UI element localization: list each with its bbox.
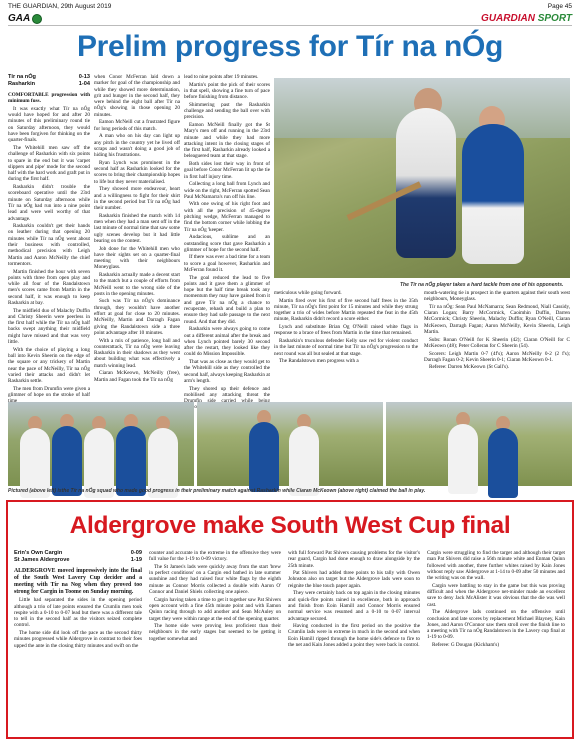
scorers-list: Scorers: Leigh Martin 0-7 (4f's); Aaron McNeilly 0-2 (2 f's); Darragh Fagan 0-2; Kevin Sheerin 0-1; Ciaran McKeown 0-1.: [424, 350, 570, 363]
score-row: [8, 81, 90, 88]
team-score: 0-09: [130, 550, 142, 556]
paragraph: Pat Shivers had added three points to his tally with Owen Johnston also on target but the Aldergrove lads were soon to reignite the blue touch paper again.: [288, 570, 420, 589]
story2-col1: [14, 550, 142, 730]
paragraph: Audacious, sublime and an outstanding score that gave Rasharkin a glimmer of hope for the second half.: [184, 234, 270, 253]
story1-headline: Prelim progress for Tír na nÓg: [76, 30, 504, 63]
story1-col3: [184, 74, 271, 411]
paragraph: Such was Tír na nÓg's dominance through, they wouldn't have another effort at goal for close to 20 minutes. McNeilly, Martin and Darragh Fagan giving the Randalstown side a three point advantage after 10 minutes.: [94, 298, 180, 336]
ball-icon: [32, 14, 42, 24]
story2-scoreline: [14, 550, 142, 564]
paragraph: Rasharkin were always going to come out a different animal after the break and when Lynch pointed barely 30 second after the restart, they looked like they could do Mission Impossible.: [184, 326, 270, 358]
paragraph: Eamon McNeill cut a frustrated figure for long periods of this match.: [94, 119, 180, 132]
paragraph: The men from Drumfin were given a glimmer of hope on the stroke of half: [8, 385, 90, 399]
paragraph: Collecting a long ball from Lynch and wide on the right, McFerran spotted Sean Paul McNamarra's run off his line.: [184, 181, 271, 200]
paragraph: With one swing of his right foot and with all the precision of 45-degree pitching wedge, McFerran managed to find the bottom corner while lobbing the Tír na nÓg 'keeper.: [184, 201, 270, 233]
story2-lead: ALDERGROVE moved impressively into the final of the South West Lavery Cup decider and a meeting with Tír na Nog when they proved too strong for Cargin in Toome on Sunday morning.: [14, 568, 142, 595]
paragraph: when Conor McFerran laid down a marker for goal of the championship and while they showed more determination, grit and hunger in the second half, they were behind the eight ball after Tír na nÓg's showing in those opening 20 minutes.: [94, 74, 180, 118]
team-name: Erin's Own Cargin: [14, 550, 63, 556]
paragraph: Rasharkin actually made a decent start to the match but a couple of efforts from McNeill went to the wrong side of the posts in the opening minutes.: [94, 271, 180, 297]
brand-guardian: GUARDIAN: [481, 13, 535, 24]
main-photo: [274, 78, 570, 278]
paragraph: It was exactly what Tír na nÓg would have hoped for and after 20 minutes of this preliminary round tie on Saturday afternoon, they would have been forgiven for thinking on the quarter-finals.: [8, 105, 90, 144]
paragraph: The Randalstown men progress with a: [279, 358, 359, 365]
gaa-logo: [8, 13, 42, 24]
player-figure: [249, 422, 279, 492]
paragraph: Cargin were struggling to find the target and although their target man Pat Shivers did raise a 56th minute white and Enman Quinn followed with another, three further whites raised by Kain Jones without reply saw Aldergrove at 1-14 to 0-09 after 50 minutes and the writing was on the wall.: [427, 550, 565, 582]
paragraph: They showed more endeavour, heart and a willingness to fight for their shirt in the second period but Tír na nÓg had their number.: [94, 186, 180, 212]
paragraph: The St James's lads were quickly away from the start 'brew in perfect conditions' on a Cargin end bathed in late summer sunshine and they had raised four white flags by the eighth minute as Connor Morris collected a double with Aaron O' Connor and Daniel Shiels collecting one apiece.: [149, 563, 281, 596]
story1-lead: COMFORTABLE progression with minimum fuss.: [8, 92, 90, 105]
paragraph: If there was ever a bad time for a team to score a goal however, Rasharkin and McFerran found it.: [184, 254, 270, 273]
story1-scoreline: [8, 74, 90, 88]
paragraph: Little had separated the sides in the opening period although a trio of late points ensured the Crumlin men took respite with a 0-10 to 0-07 lead but there was a different tale to tell in the second half as the visitors seized complete control.: [14, 597, 142, 629]
story2-col3: [288, 550, 420, 730]
player-figure: [52, 426, 82, 496]
paragraph: Ciaran McKeown, McNeilly (free), Martin and Fagan took the Tír na nÓg: [94, 370, 180, 383]
story1-col2: [94, 74, 180, 398]
player-figure: [396, 108, 456, 258]
squad-photo: [8, 402, 194, 486]
paragraph: Cargin were battling to stay in the game but this was proving difficult and when the Aldergrove net-minder made an excellent save to deny Jack McAlister it was obvious that the die was well cast.: [427, 582, 565, 608]
action-photo: [386, 402, 572, 486]
paragraph: Shimmering past the Rasharkin challenge and sending the ball over with precision.: [184, 101, 270, 121]
paragraph: The goal reduced the lead to five points and it gave them a glimmer of hope but the half time break took any momentum they may have gained from it and gave Tír na nÓg a chance to recuperate, rehash and build a plan to ensure they had safe passage to the next round. And that they did.: [184, 274, 270, 325]
paragraph: That was as close as they would get to the Whitehill side as they controlled the second half, always keeping Rasharkin at arm's length.: [184, 359, 270, 384]
paragraph: Ryan Lynch was prominent in the second half as Rasharkin looked for the scores to bring their championship hopes to life but they never materialised.: [94, 159, 180, 185]
paragraph: Job done for the Whitehill men who have their sights set on a quarter-final meeting with their neighbours Moneyglass.: [94, 245, 180, 271]
referee-line: Referee: Darren McKeown (St Gall's).: [429, 364, 510, 371]
photo-row-caption: Pictured (above left) isthe Tír na nÓg squad who made good progress in their preliminary match against Rasharkin while Ciaran McKeown (above right) claimed the ball in play.: [8, 488, 426, 494]
paragraph: mouth-watering tie in prospect in the quarters against their south west neighbours, Moneyglass.: [424, 290, 570, 303]
photo-row: [8, 402, 572, 486]
section-header: [8, 12, 572, 26]
paragraph: Lynch and substitute Brian Og O'Neill raised white flags in response to a brace of frees from Martin in the time that remained.: [274, 324, 418, 337]
paragraph: Martin's point the pick of their scores in that spell, showing a fine turn of pace before finishing from distance.: [184, 81, 270, 101]
paragraph: The midfield duo of Malachy Duffin and Christy Sheerin were peerless in the first half while the Tír na nÓg half backs swept anything their midfield might have missed and that was very little.: [8, 307, 90, 346]
score-row: [14, 550, 142, 557]
player-figure: [116, 426, 146, 496]
page-number: Page 45: [547, 3, 572, 10]
action-photo: [197, 402, 383, 486]
paragraph: meticulous while going forward.: [274, 290, 342, 296]
paragraph: The Aldergrove lads continued on the offensive until conclusion and late scores by replacement Michael Blayney, Kain Jones, and Aaron O'Connor saw them stroll over the finish line to a meeting with Tír na nÓg Randalstown in the Lavery cup final at 1-19 to 0-09.: [427, 609, 565, 641]
story2-col4: [427, 550, 565, 730]
paragraph: Having conducted in the first period on the positive the Crumlin lads were in extreme in much in the second and when Eoin Hamill ripped through the home side's defence to fire to the net and Kain Jones added a point they were back in control.: [288, 623, 420, 649]
paragraph: Rasharkin's truculous defender Kelly saw red for violent conduct in the last minute of normal time but Tír na nÓg's progression to the next round was all but sealed at that stage.: [274, 337, 418, 357]
team-score: 0-13: [78, 74, 90, 80]
paragraph: Cargin having taken a time to get it together saw Pat Shivers open account with a fine 45th minute point and with Eamon Quinn racing through to add another and Sean McAuley on target they were within range at the end of the opening quarter.: [149, 596, 281, 622]
player-figure: [448, 424, 478, 494]
team-lineup: Tír na nÓg: Sean Paul McNamarra; Sean Redmond, Niall Cassidy, Ciaran Logan; Barry McCormick, Caoimhin Duffin, Darren McCormick; Christy Sheerin, Malachy Duffin; Ryan O'Neill, Ciaran McKeown, Darragh Fagan; Aaron McNeilly, Kevin Sheerin, Leigh Martin.: [424, 303, 570, 336]
player-figure: [289, 426, 319, 496]
referee-line: Referee: G Dougan (Kickham's): [432, 642, 500, 649]
paragraph: They were certainly back on top again in the closing minutes and quick-fire points rained in excellence, both in approach and finish from Eoin Hamill and Connor Morris ensured normal service was resumed and a 0-10 to 0-07 interval advantage secured.: [288, 590, 420, 622]
story1-col1: [8, 74, 90, 398]
score-row: [8, 74, 90, 81]
team-name: Rasharkin: [8, 81, 36, 87]
paragraph: Both sides lost their way in front of goal before Conor McFerran lit up the tie in first half injury time.: [184, 161, 270, 180]
story2-col2: [149, 550, 281, 730]
paragraph: Eamon McNeill finally got the St Mary's men off and running in the 23rd minute and while they had more attacking intent in the closing stages of the first half, Rasharkin already looked a beleaguered team at that stage.: [184, 121, 270, 160]
guardian-sport-logo: [481, 13, 572, 24]
paragraph: They shored up their defence and mobilised any attacking threat the methodical: [184, 385, 270, 411]
paragraph: A man who on his day can light up any pitch in the country yet he lived off scraps and wasn't doing a good job of hiding his frustrations.: [94, 133, 180, 159]
brand-sport: SPORT: [537, 13, 572, 24]
masthead-bar: [8, 2, 572, 11]
subs-list: Subs: Ronan O'Neill for K Sheerin (42); Ciaran O'Neill for C McKeown (48); Peter Colleran for C Sheerin (54).: [424, 336, 570, 349]
paragraph: Martin finished the hour with seven points with three from open play and while all four of the Randalstown men's scores came from Martin in the second half, it was enough to keep Rasharkin at bay.: [8, 268, 90, 306]
paragraph: Martin fired over his first of five second half frees in the 35th minute, Tír na nÓg's first point for 15 minutes and while they strung together a trio of wides before Martin repeated the feat in the 45th minute, Rasharkin didn't record a score either.: [274, 297, 418, 323]
paper-date: THE GUARDIAN, 29th August 2019: [8, 3, 112, 10]
story1-col4: [274, 290, 418, 398]
paragraph: With a mix of patience, long ball and counterattack, Tír na nÓg were leaving Rasharkin in their shadows as they went about building what was effectively a match winning lead.: [94, 337, 180, 369]
gaa-label: GAA: [8, 13, 31, 24]
paragraph: Rasharkin finished the match with 14 men when they had a man sent off in the last minute of normal time that saw some ugly scenes develop but it had little bearing on the contest.: [94, 212, 180, 244]
paragraph: The home side did look off the pace as the second thirty minutes progressed while Aldergrove in contrast to their foes upped the ante in the closing thirty minutes and swift on the: [14, 630, 142, 649]
paragraph: With the choice of playing a long ball into Kevin Sheerin on the edge of the square or any trickery of Martin near the pace of McNeilly, Tír na nÓg varied their attacks and didn't let Rasharkin settle.: [8, 346, 90, 385]
story2-headline: Aldergrove make South West Cup final: [69, 512, 511, 539]
paragraph: The Whitehill men saw off the challenge of Rasharkin with six points to spare in the end but it was 'carpet slippers and pipe' mode for the second half with the hard work and graft put in during the first half.: [8, 144, 90, 183]
story1-col5: [424, 290, 570, 398]
paragraph: counter and accurate in the extreme in the offensive they were full value for the 1-19 to 0-09 victory.: [149, 550, 281, 563]
team-name: St James Aldergrove: [14, 557, 70, 563]
player-figure: [462, 124, 524, 264]
paragraph: Rasharkin didn't trouble the scoreboard operative until the 23rd minute on Saturday afternoon while Tír na nÓg had run into a nine point lead and were well worthy of that advantage.: [8, 184, 90, 222]
team-score: 1-04: [78, 81, 90, 87]
team-score: 1-19: [130, 557, 142, 563]
paragraph: Rasharkin couldn't get their hands on leather during that opening 20 minutes while Tír na nÓg went about their business with controlled, methodical precision with Leigh Martin and Aaron McNeilly the chief tormentors.: [8, 223, 90, 267]
main-photo-caption: The Tír na nÓg player takes a hard tackle from one of his opponents.: [400, 282, 564, 288]
team-name: Tír na nÓg: [8, 74, 36, 80]
score-row: [14, 557, 142, 564]
paragraph: lead to nine points after 19 minutes.: [184, 74, 259, 80]
paragraph: with full forward Pat Shivers causing problems for the visitor's rear guard, Cargin had done enough to draw alongside by the 25th minute.: [288, 550, 420, 569]
paragraph: The home side were proving less proficient than their neighbours in the early stages but seemed to be getting it together somewhat and: [149, 623, 281, 642]
